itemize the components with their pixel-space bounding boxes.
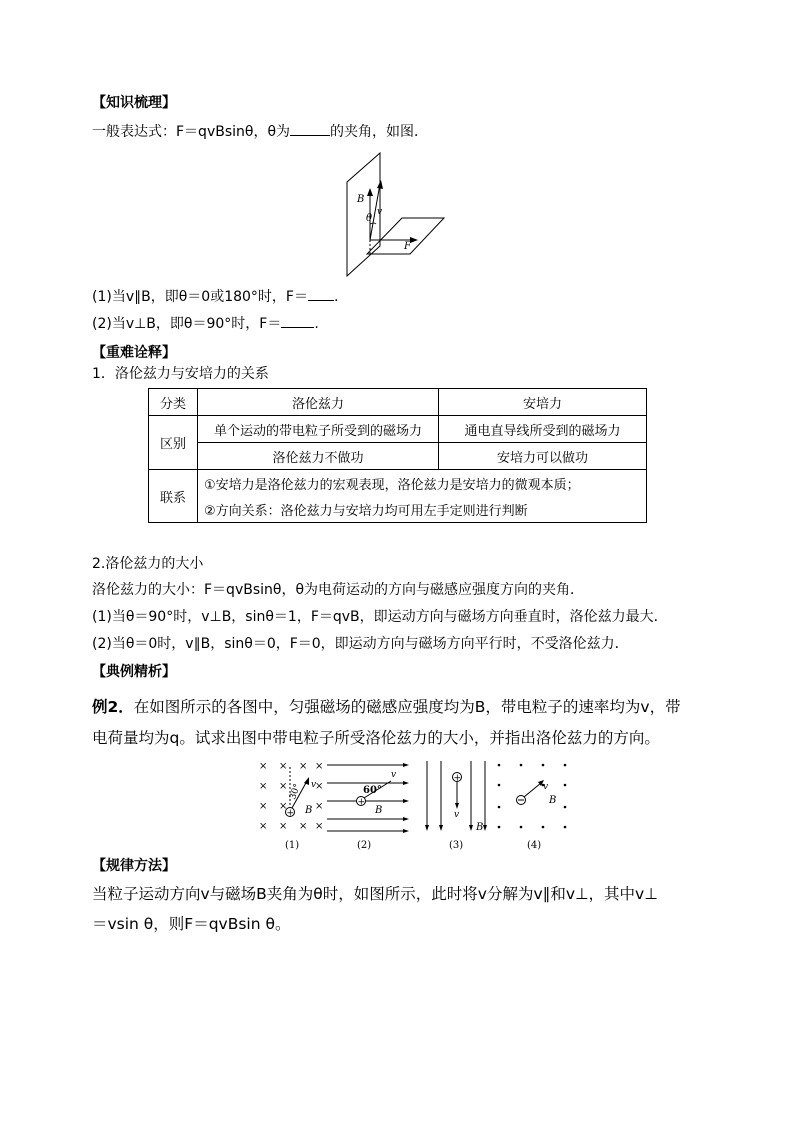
- fig2-arrowheads: [403, 763, 409, 833]
- fig3-plus-sign: +: [453, 773, 462, 784]
- case2-tail: .: [314, 316, 319, 332]
- label-v: v: [377, 207, 383, 217]
- fig2-plus-sign: +: [357, 797, 366, 808]
- case1-line: [92, 287, 338, 307]
- example-line2: 电荷量均为q。试求出图中带电粒子所受洛伦兹力的大小，并指出洛伦兹力的方向。: [92, 729, 660, 747]
- diff2-ampere: 安培力可以做功: [439, 443, 647, 470]
- fig1-plus-sign: +: [286, 808, 295, 819]
- formula-tail: 的夹角，如图．: [330, 124, 429, 140]
- method-line1: 当粒子运动方向v与磁场B夹角为θ时，如图所示，此时将v分解为v∥和v⊥，其中v⊥: [92, 885, 658, 903]
- fig1-angle: 30°: [288, 782, 303, 802]
- answer-blank: [290, 123, 330, 136]
- th-ampere: 安培力: [439, 389, 647, 416]
- formula-text: 一般表达式：F＝qvBsinθ，θ为: [92, 124, 291, 140]
- example-line1: [92, 696, 681, 718]
- th-category: 分类: [149, 389, 198, 416]
- heading-difficulty: 【重难诠释】: [92, 345, 176, 361]
- f-arrowhead: [410, 237, 418, 243]
- item2-title: 2.洛伦兹力的大小: [92, 556, 204, 572]
- th-lorentz: 洛伦兹力: [198, 389, 439, 416]
- fig3-v-head: [455, 803, 459, 809]
- svg-text:×: ×: [315, 761, 324, 772]
- diff2-lorentz: 洛伦兹力不做功: [198, 443, 439, 470]
- case2-text: (2)当v⊥B，即θ＝90°时，F＝: [92, 316, 282, 332]
- diff1-lorentz: 单个运动的带电粒子所受到的磁场力: [198, 416, 439, 443]
- heading-method: 【规律方法】: [92, 858, 176, 874]
- fig2-v: v: [391, 770, 397, 780]
- svg-text:×: ×: [259, 801, 268, 812]
- label-b: B: [357, 194, 365, 205]
- case1-text: (1)当v∥B，即θ＝0或180°时，F＝: [92, 289, 308, 305]
- link1: ①安培力是洛伦兹力的宏观表现，洛伦兹力是安培力的微观本质；: [198, 470, 647, 497]
- svg-text:×: ×: [279, 781, 288, 792]
- svg-text:×: ×: [259, 821, 268, 832]
- plane-force-figure: [336, 150, 456, 278]
- fig4-v: v: [543, 782, 549, 792]
- link2: ②方向关系：洛伦兹力与安培力均可用左手定则进行判断: [198, 496, 647, 523]
- label-f: F: [404, 241, 411, 252]
- fig2-angle: 60°: [363, 785, 382, 796]
- svg-text:×: ×: [315, 821, 324, 832]
- svg-text:×: ×: [259, 781, 268, 792]
- row-link-label: 联系: [149, 470, 198, 523]
- svg-text:×: ×: [299, 821, 308, 832]
- svg-text:×: ×: [279, 801, 288, 812]
- case1-blank: [308, 288, 334, 301]
- svg-text:×: ×: [315, 801, 324, 812]
- svg-text:×: ×: [279, 821, 288, 832]
- case1-tail: .: [333, 289, 339, 305]
- svg-text:×: ×: [315, 781, 324, 792]
- formula-line: [92, 122, 428, 142]
- example-label: 例2．: [92, 698, 134, 716]
- fig3-caption: (3): [449, 840, 464, 851]
- fig1-b: B: [305, 805, 313, 816]
- svg-text:×: ×: [259, 761, 268, 772]
- relation-table: [148, 388, 647, 523]
- case-0-line: (2)当θ＝0时，v∥B，sinθ＝0，F＝0，即运动方向与磁场方向平行时，不受洛伦兹力．: [92, 636, 629, 652]
- heading-example: 【典例精析】: [92, 664, 176, 680]
- fig1-caption: (1): [285, 840, 300, 851]
- example-figures: [255, 755, 585, 855]
- label-theta: θ: [366, 213, 373, 224]
- fig1-v-head: [304, 777, 309, 785]
- case2-line: [92, 314, 319, 334]
- fig4-b: B: [549, 795, 557, 806]
- diff1-ampere: 通电直导线所受到的磁场力: [439, 416, 647, 443]
- case2-blank: [281, 315, 314, 328]
- example-text1: 在如图所示的各图中，匀强磁场的磁感应强度均为B，带电粒子的速率均为v，带: [133, 698, 681, 716]
- case-90-line: (1)当θ＝90°时，v⊥B，sinθ＝1，F＝qvB，即运动方向与磁场方向垂直时，洛伦兹力最大．: [92, 609, 668, 625]
- fig3-v: v: [454, 810, 460, 820]
- item1-title: 1．洛伦兹力与安培力的关系: [92, 366, 269, 382]
- fig4-caption: (4): [527, 840, 542, 851]
- fig2-caption: (2): [357, 840, 372, 851]
- b-arrowhead: [367, 188, 373, 196]
- fig1-v: v: [311, 780, 317, 790]
- svg-text:×: ×: [299, 761, 308, 772]
- fig4-v-arrow: [524, 783, 541, 797]
- fig3-b: B: [476, 822, 484, 833]
- svg-text:×: ×: [279, 761, 288, 772]
- magnitude-line: 洛伦兹力的大小：F＝qvBsinθ，θ为电荷运动的方向与磁感应强度方向的夹角．: [92, 582, 585, 598]
- row-diff-label: 区别: [149, 416, 198, 470]
- method-line2: ＝vsin θ，则F＝qvBsin θ。: [92, 915, 291, 933]
- heading-knowledge: 【知识梳理】: [92, 95, 176, 111]
- fig2-b: B: [375, 805, 383, 816]
